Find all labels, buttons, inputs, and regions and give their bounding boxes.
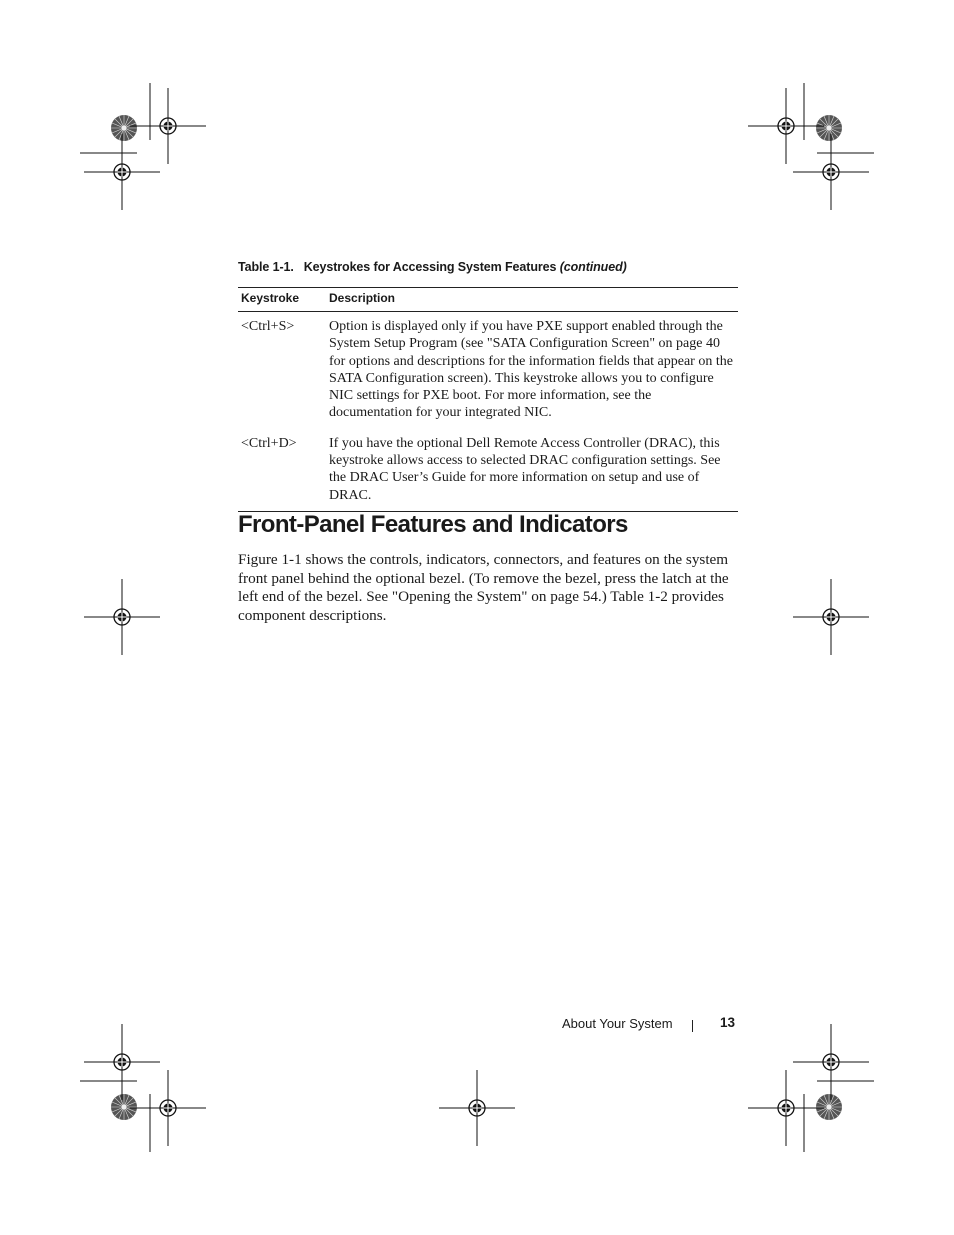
registration-mark <box>748 88 824 164</box>
registration-mark <box>439 1070 515 1146</box>
table-row <box>238 312 738 429</box>
table-caption-title: Keystrokes for Accessing System Features <box>303 260 557 274</box>
registration-mark <box>130 88 206 164</box>
description-cell: Option is displayed only if you have PXE support enabled through the System Setup Program (see "SATA Configuration Screen" on page 40 for options and descriptions for the information fields that appear on the SATA Configuration screen). This keystroke allows you to configure NIC settings for PXE boot. For more information, see the documentation for your integrated NIC. <box>329 319 733 421</box>
description-cell: If you have the optional Dell Remote Access Controller (DRAC), this keystroke allows access to selected DRAC configuration settings. See the DRAC User’s Guide for more information on setup and use of DRAC. <box>329 435 721 503</box>
starburst-mark <box>111 115 137 141</box>
table-row <box>238 429 738 512</box>
starburst-mark <box>816 115 842 141</box>
registration-mark <box>793 134 869 210</box>
keystroke-cell: <Ctrl+D> <box>241 435 297 451</box>
keystrokes-table <box>238 287 738 512</box>
starburst-mark <box>816 1094 842 1120</box>
body-paragraph: Figure 1-1 shows the controls, indicators, connectors, and features on the system front panel behind the optional bezel. (To remove the bezel, press the latch at the left end of the bezel. See "Opening the System" on page 54.) Table 1-2 provides component descriptions. <box>238 551 729 624</box>
table-caption <box>238 260 627 274</box>
registration-mark <box>84 1024 160 1100</box>
page-number: 13 <box>720 1015 736 1030</box>
column-header-description: Description <box>326 288 738 312</box>
section-heading: Front-Panel Features and Indicators <box>238 511 628 538</box>
registration-mark <box>84 579 160 655</box>
keystroke-cell: <Ctrl+S> <box>241 319 295 334</box>
column-header-keystroke: Keystroke <box>238 288 326 312</box>
footer-divider <box>692 1020 693 1032</box>
footer-chapter-title: About Your System <box>562 1016 673 1031</box>
table-header-row <box>238 288 738 312</box>
table-caption-number: Table 1-1. <box>238 260 294 274</box>
registration-mark <box>793 579 869 655</box>
registration-mark <box>748 1070 824 1146</box>
registration-mark <box>130 1070 206 1146</box>
starburst-mark <box>111 1094 137 1120</box>
registration-mark <box>793 1024 869 1100</box>
table-caption-note: (continued) <box>559 260 627 274</box>
registration-mark <box>84 134 160 210</box>
